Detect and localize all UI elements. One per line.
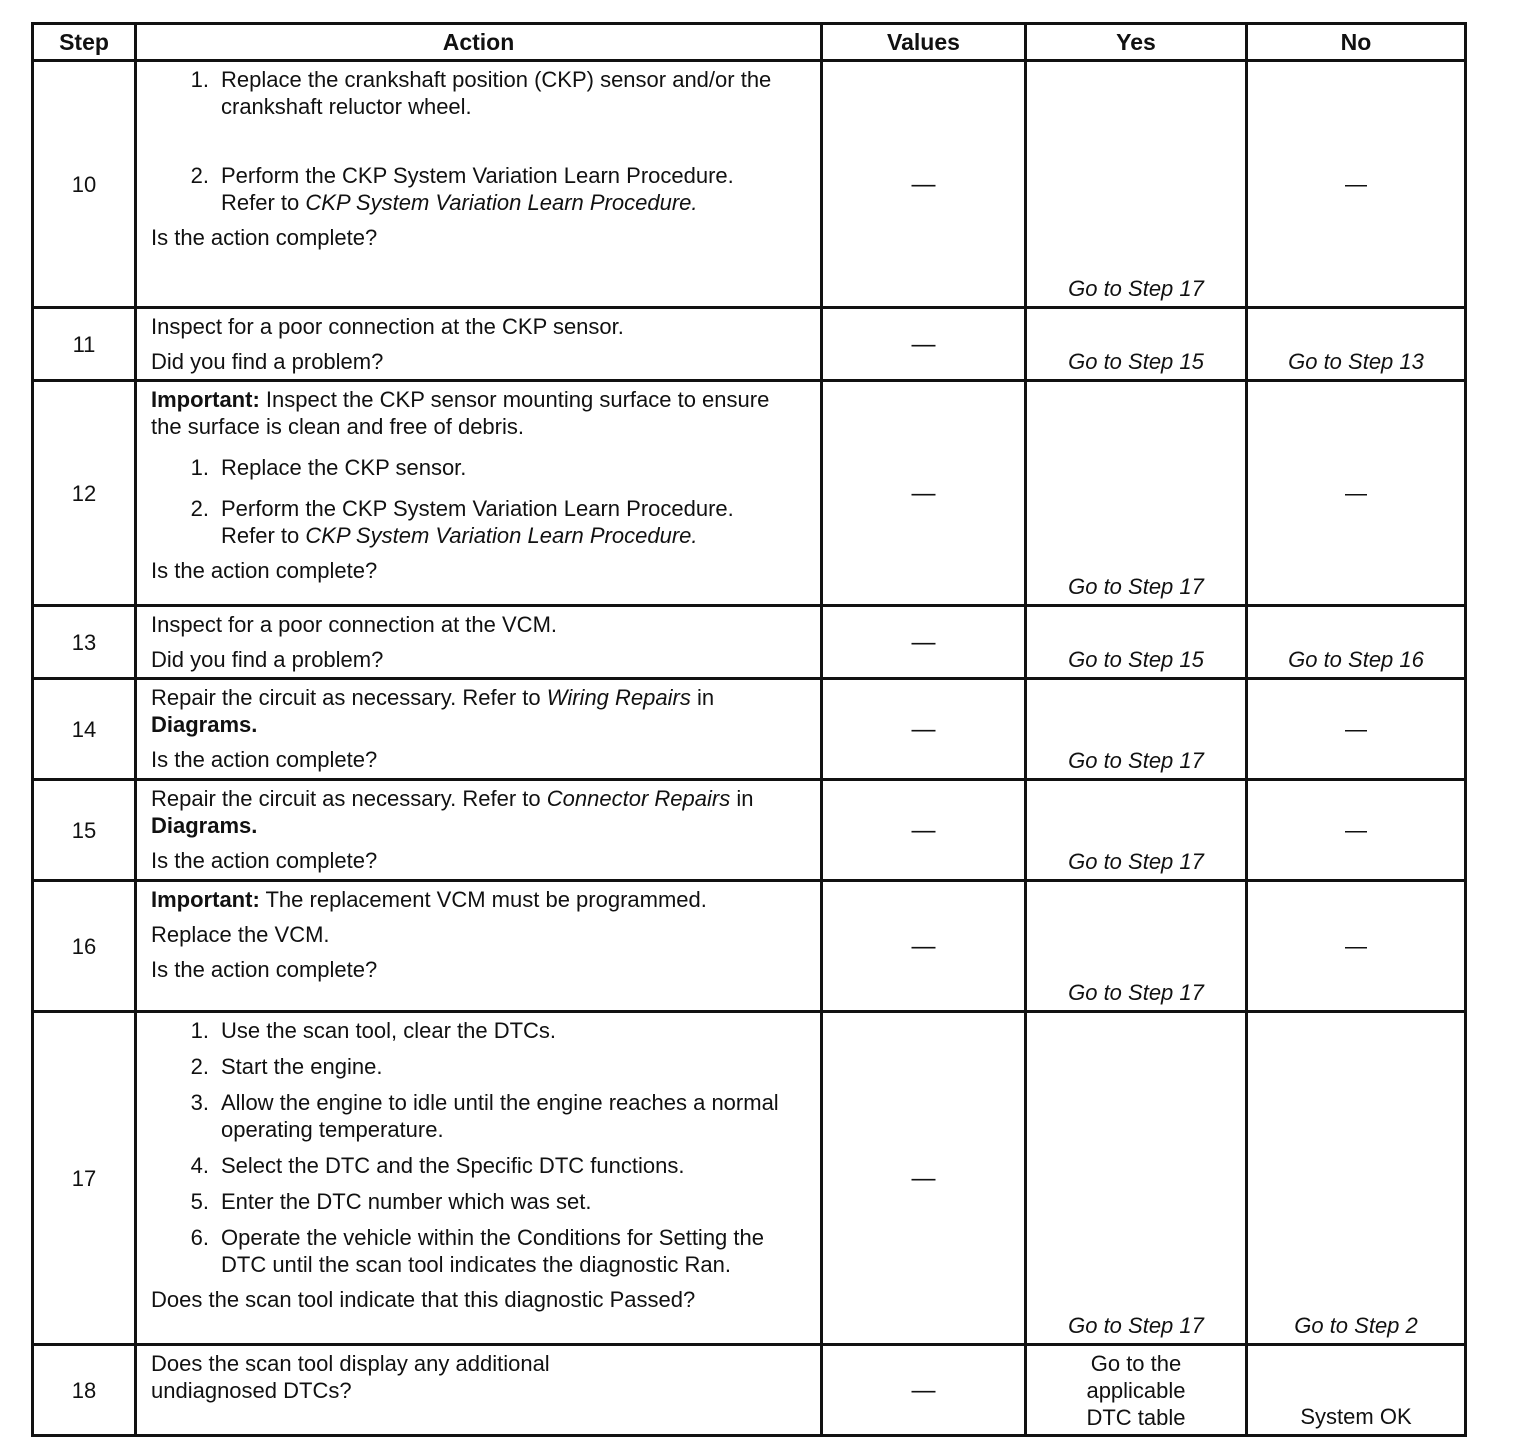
action-cell bbox=[136, 780, 822, 881]
list-item: 6. Operate the vehicle within the Conditions for Setting the DTC until the scan tool indicates the diagnostic Ran. bbox=[190, 1225, 764, 1277]
yes-target: Go to Step 15 bbox=[1068, 349, 1204, 374]
action-text: Repair the circuit as necessary. Refer to Connector Repairs in Diagrams. bbox=[151, 786, 754, 838]
values-cell: — bbox=[822, 1345, 1026, 1436]
yes-target: Go to Step 17 bbox=[1068, 574, 1204, 599]
no-cell bbox=[1247, 780, 1466, 881]
no-target: — bbox=[1345, 933, 1367, 959]
no-cell bbox=[1247, 881, 1466, 1012]
list-item: 2. Perform the CKP System Variation Learn Procedure. Refer to CKP System Variation Learn Procedure. bbox=[190, 163, 734, 215]
step-number: 17 bbox=[33, 1012, 136, 1345]
question-text: Is the action complete? bbox=[151, 225, 378, 250]
no-target: — bbox=[1345, 716, 1367, 742]
action-text: Replace the VCM. bbox=[151, 922, 330, 947]
diagnostic-table bbox=[31, 22, 1467, 1437]
important-note: Important: The replacement VCM must be programmed. bbox=[151, 887, 707, 912]
yes-cell bbox=[1026, 61, 1247, 308]
question-text: Did you find a problem? bbox=[151, 647, 384, 672]
no-cell bbox=[1247, 606, 1466, 679]
yes-cell bbox=[1026, 780, 1247, 881]
yes-cell bbox=[1026, 679, 1247, 780]
action-cell bbox=[136, 679, 822, 780]
no-cell bbox=[1247, 1345, 1466, 1436]
question-text: Is the action complete? bbox=[151, 957, 378, 982]
no-target: System OK bbox=[1300, 1404, 1412, 1429]
action-text: Inspect for a poor connection at the VCM. bbox=[151, 612, 558, 637]
no-cell bbox=[1247, 1012, 1466, 1345]
list-item: 5. Enter the DTC number which was set. bbox=[190, 1189, 592, 1214]
action-text: Repair the circuit as necessary. Refer to Wiring Repairs in Diagrams. bbox=[151, 685, 715, 737]
list-item: 1. Use the scan tool, clear the DTCs. bbox=[190, 1018, 557, 1043]
step-number: 15 bbox=[33, 780, 136, 881]
table-row bbox=[33, 881, 1466, 1012]
no-cell bbox=[1247, 679, 1466, 780]
action-cell bbox=[136, 381, 822, 606]
list-item: 1. Replace the crankshaft position (CKP) sensor and/or the crankshaft reluctor wheel. bbox=[190, 67, 772, 119]
values-cell: — bbox=[822, 308, 1026, 381]
values-cell: — bbox=[822, 606, 1026, 679]
question-text: Is the action complete? bbox=[151, 747, 378, 772]
table-row bbox=[33, 679, 1466, 780]
no-target: — bbox=[1345, 480, 1367, 506]
question-text: Does the scan tool display any additional undiagnosed DTCs? bbox=[151, 1351, 550, 1403]
yes-cell bbox=[1026, 606, 1247, 679]
no-target: Go to Step 2 bbox=[1294, 1313, 1418, 1338]
table-row bbox=[33, 780, 1466, 881]
table-row bbox=[33, 1012, 1466, 1345]
action-cell bbox=[136, 881, 822, 1012]
list-item: 2. Perform the CKP System Variation Learn Procedure. Refer to CKP System Variation Learn Procedure. bbox=[190, 496, 734, 548]
yes-cell bbox=[1026, 1345, 1247, 1436]
question-text: Is the action complete? bbox=[151, 848, 378, 873]
step-number: 11 bbox=[33, 308, 136, 381]
step-number: 16 bbox=[33, 881, 136, 1012]
important-note: Important: Inspect the CKP sensor mounting surface to ensure the surface is clean and free of debris. bbox=[151, 387, 770, 439]
action-cell bbox=[136, 606, 822, 679]
step-number: 10 bbox=[33, 61, 136, 308]
values-cell: — bbox=[822, 780, 1026, 881]
no-cell bbox=[1247, 61, 1466, 308]
yes-target: Go to Step 17 bbox=[1068, 1313, 1204, 1338]
header-values: Values bbox=[822, 24, 1026, 61]
list-item: 3. Allow the engine to idle until the engine reaches a normal operating temperature. bbox=[190, 1090, 779, 1142]
table-row bbox=[33, 61, 1466, 308]
table-row bbox=[33, 1345, 1466, 1436]
table-row bbox=[33, 308, 1466, 381]
question-text: Does the scan tool indicate that this diagnostic Passed? bbox=[151, 1287, 696, 1312]
list-item: 1. Replace the CKP sensor. bbox=[190, 455, 467, 480]
action-cell bbox=[136, 61, 822, 308]
values-cell: — bbox=[822, 61, 1026, 308]
action-cell bbox=[136, 1012, 822, 1345]
table-row bbox=[33, 606, 1466, 679]
yes-target: Go to Step 15 bbox=[1068, 647, 1204, 672]
question-text: Is the action complete? bbox=[151, 558, 378, 583]
yes-target: Go to Step 17 bbox=[1068, 748, 1204, 773]
values-cell: — bbox=[822, 679, 1026, 780]
table-row bbox=[33, 381, 1466, 606]
header-step: Step bbox=[33, 24, 136, 61]
no-target: Go to Step 16 bbox=[1288, 647, 1424, 672]
no-target: — bbox=[1345, 817, 1367, 843]
step-number: 14 bbox=[33, 679, 136, 780]
no-cell bbox=[1247, 381, 1466, 606]
no-target: Go to Step 13 bbox=[1288, 349, 1424, 374]
header-action: Action bbox=[136, 24, 822, 61]
yes-target: Go to Step 17 bbox=[1068, 849, 1204, 874]
list-item: 4. Select the DTC and the Specific DTC functions. bbox=[190, 1153, 685, 1178]
step-number: 18 bbox=[33, 1345, 136, 1436]
yes-target: Go to Step 17 bbox=[1068, 980, 1204, 1005]
question-text: Did you find a problem? bbox=[151, 349, 384, 374]
action-text: Inspect for a poor connection at the CKP sensor. bbox=[151, 314, 624, 339]
yes-cell bbox=[1026, 381, 1247, 606]
action-cell bbox=[136, 308, 822, 381]
list-item: 2. Start the engine. bbox=[190, 1054, 383, 1079]
header-row bbox=[33, 24, 1466, 61]
action-cell bbox=[136, 1345, 822, 1436]
step-number: 13 bbox=[33, 606, 136, 679]
yes-cell bbox=[1026, 881, 1247, 1012]
step-number: 12 bbox=[33, 381, 136, 606]
yes-target: Go to Step 17 bbox=[1068, 276, 1204, 301]
yes-target: Go to the applicable DTC table bbox=[1086, 1351, 1186, 1430]
yes-cell bbox=[1026, 1012, 1247, 1345]
no-target: — bbox=[1345, 171, 1367, 197]
values-cell: — bbox=[822, 881, 1026, 1012]
header-yes: Yes bbox=[1026, 24, 1247, 61]
values-cell: — bbox=[822, 1012, 1026, 1345]
yes-cell bbox=[1026, 308, 1247, 381]
no-cell bbox=[1247, 308, 1466, 381]
values-cell: — bbox=[822, 381, 1026, 606]
header-no: No bbox=[1247, 24, 1466, 61]
